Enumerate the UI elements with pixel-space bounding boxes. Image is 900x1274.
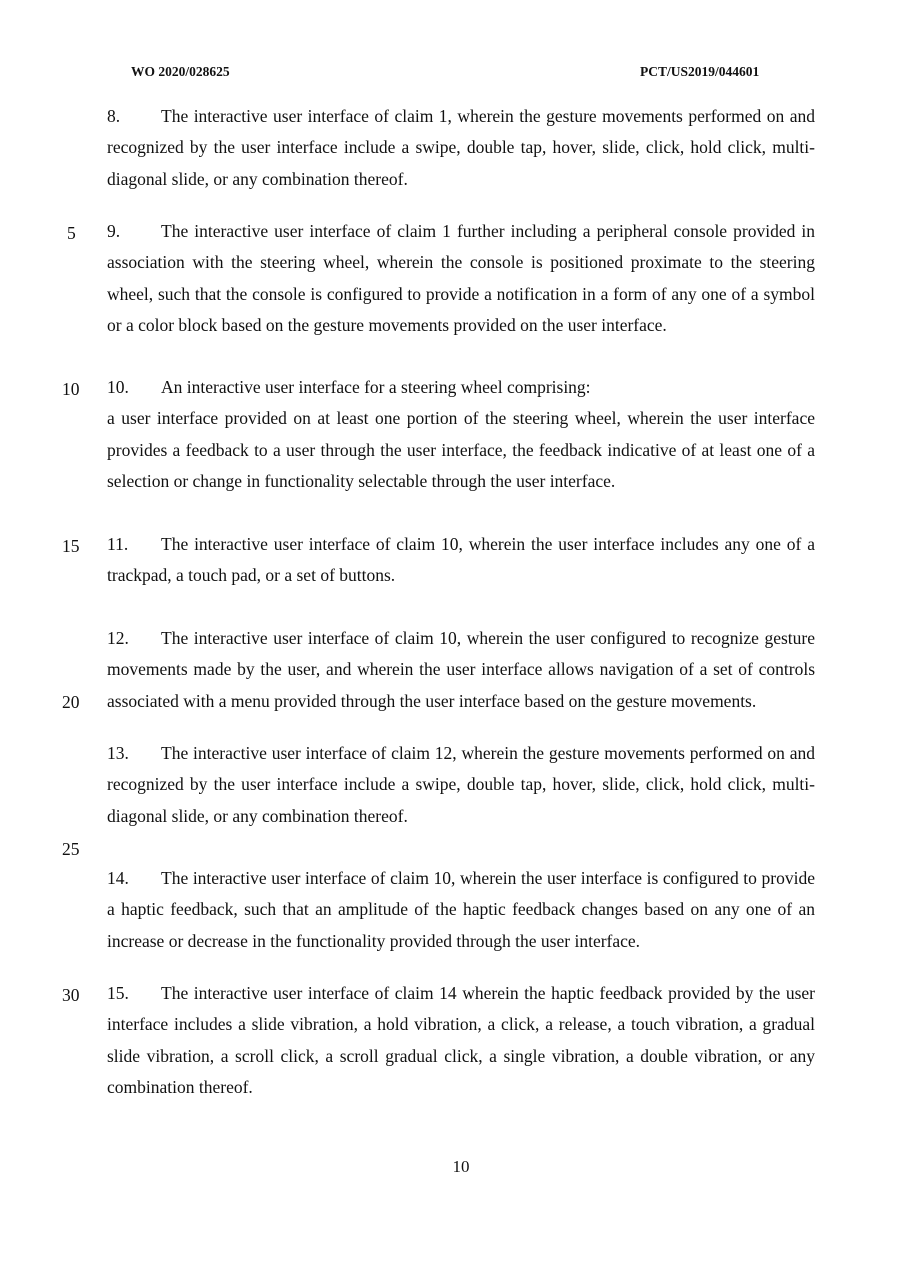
claim-12 <box>107 623 815 717</box>
claim-number: 12. <box>107 628 129 648</box>
publication-number: WO 2020/028625 <box>131 64 230 79</box>
claim-text: The interactive user interface of claim 12, wherein the gesture movements performed on and recognized by the user interface include a swipe, double tap, hover, slide, click, hold click, multi-diagonal slide, or any combination thereof. <box>107 743 815 826</box>
line-number-15: 15 <box>62 536 80 556</box>
claim-text: The interactive user interface of claim 1 further including a peripheral console provided in association with the steering wheel, wherein the console is positioned proximate to the steering wheel, such that the console is configured to provide a notification in a form of any one of a symbol or a color block based on the gesture movements provided on the user interface. <box>107 221 815 335</box>
application-number: PCT/US2019/044601 <box>640 64 760 79</box>
claim-body: a user interface provided on at least one portion of the steering wheel, wherein the user interface provides a feedback to a user through the user interface, the feedback indicative of at least one of a selection or change in functionality selectable through the user interface. <box>107 408 815 491</box>
claim-number: 8. <box>107 106 121 126</box>
claim-11 <box>107 529 815 592</box>
claim-number: 10. <box>107 377 129 397</box>
line-number-25: 25 <box>62 839 80 859</box>
page-number: 10 <box>452 1157 470 1176</box>
line-number-10: 10 <box>62 379 80 399</box>
claim-13 <box>107 738 815 832</box>
claim-15 <box>107 978 815 1103</box>
claim-9 <box>107 216 815 341</box>
claim-number: 11. <box>107 534 129 554</box>
claim-text: An interactive user interface for a steering wheel comprising: <box>161 377 591 397</box>
line-number-5: 5 <box>67 223 76 243</box>
claim-text: The interactive user interface of claim 1, wherein the gesture movements performed on and recognized by the user interface include a swipe, double tap, hover, slide, click, hold click, multi-diagonal slide, or any combination thereof. <box>107 106 815 189</box>
line-number-30: 30 <box>62 985 80 1005</box>
claim-text: The interactive user interface of claim 14 wherein the haptic feedback provided by the user interface includes a slide vibration, a hold vibration, a click, a release, a touch vibration, a gradual slide vibration, a scroll click, a scroll gradual click, a single vibration, a double vibration, or any combination thereof. <box>107 983 815 1097</box>
line-number-20: 20 <box>62 692 80 712</box>
claim-number: 15. <box>107 983 129 1003</box>
claim-number: 9. <box>107 221 121 241</box>
claim-text: The interactive user interface of claim 10, wherein the user configured to recognize gesture movements made by the user, and wherein the user interface allows navigation of a set of controls associated with a menu provided through the user interface based on the gesture movements. <box>107 628 815 711</box>
claim-10 <box>107 372 815 497</box>
claim-14 <box>107 863 815 957</box>
claim-text: The interactive user interface of claim 10, wherein the user interface is configured to provide a haptic feedback, such that an amplitude of the haptic feedback changes based on any one of an increase or decrease in the functionality provided through the user interface. <box>107 868 815 951</box>
claim-8 <box>107 101 815 195</box>
claim-text: The interactive user interface of claim 10, wherein the user interface includes any one of a trackpad, a touch pad, or a set of buttons. <box>107 534 815 586</box>
claim-number: 14. <box>107 868 129 888</box>
claim-number: 13. <box>107 743 129 763</box>
